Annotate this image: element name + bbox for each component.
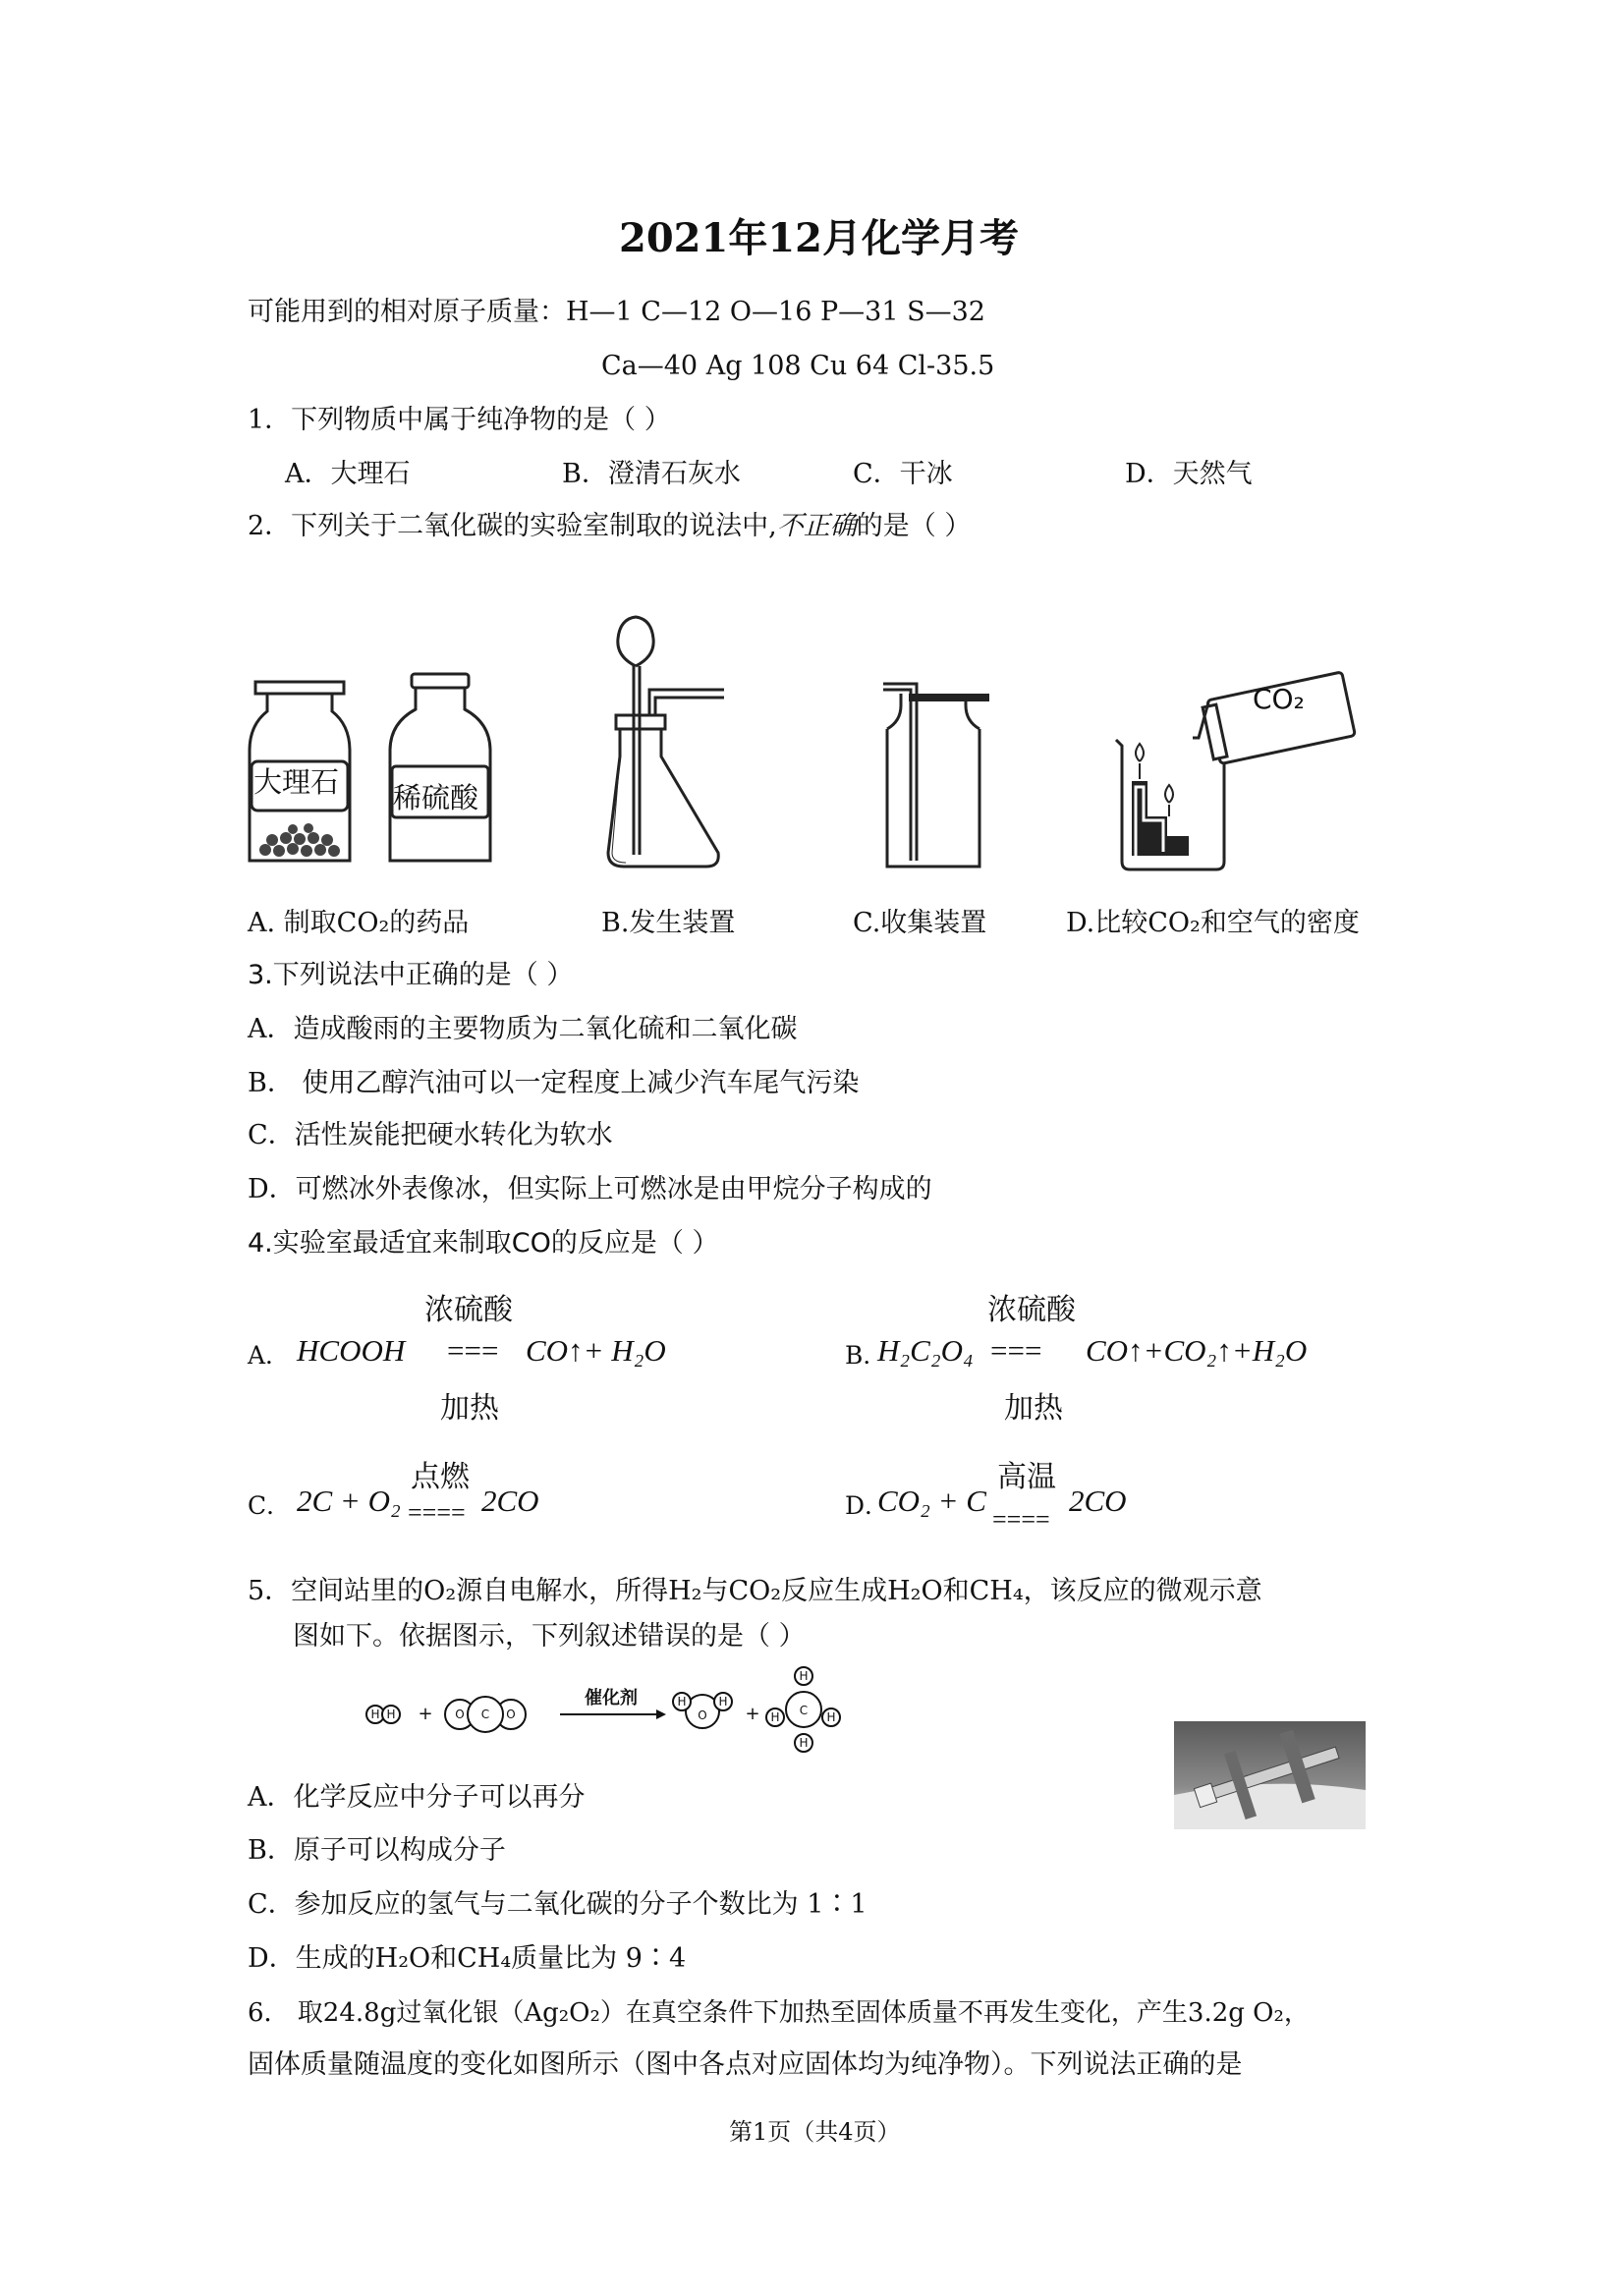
q4-d-sign: ==== — [992, 1505, 1050, 1534]
q4-a-sign: === — [447, 1333, 499, 1368]
q4-b-condition-top: 浓硫酸 — [987, 1293, 1076, 1327]
q4-d-condition-top: 高温 — [997, 1460, 1056, 1494]
plus-sign: + — [418, 1704, 433, 1724]
q2-stem — [248, 509, 971, 544]
catalyst-label: 催化剂 — [585, 1688, 638, 1708]
q4-b-label: B． — [845, 1341, 888, 1370]
q2-stem-post: 的是（ ） — [856, 511, 972, 541]
o-atom: O — [506, 1708, 516, 1721]
q2-option-c: C.收集装置 — [853, 908, 987, 938]
page-footer: 第1页（共4页） — [729, 2118, 901, 2146]
q4-a-label: A． — [248, 1341, 291, 1370]
atomic-masses-line2: Ca—40 Ag 108 Cu 64 Cl-35.5 — [601, 351, 995, 381]
q5-option-c: C．参加反应的氢气与二氧化碳的分子个数比为 1∶1 — [248, 1889, 867, 1920]
q2-option-b: B.发生装置 — [601, 908, 736, 938]
atomic-masses-line1: 可能用到的相对原子质量：H—1 C—12 O—16 P—31 S—32 — [248, 297, 985, 327]
q5-option-d: D．生成的H₂O和CH₄质量比为 9∶4 — [248, 1943, 687, 1974]
space-station-photo — [1174, 1721, 1366, 1829]
q4-a-condition-bottom: 加热 — [440, 1391, 499, 1426]
marble-label: 大理石 — [253, 765, 340, 799]
q4-b-condition-bottom: 加热 — [1004, 1391, 1063, 1426]
q4-c-left: 2C + O₂ — [297, 1484, 401, 1518]
o-atom: O — [698, 1708, 707, 1722]
q4-a-left: HCOOH — [297, 1333, 406, 1368]
q4-b-left: H₂C₂O₄ — [877, 1333, 974, 1368]
q4-a-right: CO↑+ H₂O — [526, 1333, 666, 1368]
q2-stem-pre: 2．下列关于二氧化碳的实验室制取的说法中, — [248, 511, 777, 541]
density-comparison-apparatus — [1110, 644, 1356, 879]
q4-a-condition-top: 浓硫酸 — [424, 1293, 513, 1327]
acid-label: 稀硫酸 — [393, 781, 479, 814]
q4-c-sign: ==== — [408, 1498, 466, 1527]
c-atom: C — [799, 1704, 809, 1717]
h-atom: H — [799, 1669, 809, 1683]
q2-stem-emphasis: 不正确 — [776, 511, 857, 541]
q6-line2: 固体质量随温度的变化如图所示（图中各点对应固体均为纯净物）。下列说法正确的是 — [248, 2049, 1243, 2080]
q1-option-a: A．大理石 — [285, 459, 411, 489]
h-atom: H — [386, 1708, 396, 1721]
q4-b-sign: === — [990, 1333, 1042, 1368]
co2-bottle-label: CO₂ — [1253, 683, 1305, 715]
q1-option-d: D．天然气 — [1125, 459, 1253, 489]
q4-stem: 4.实验室最适宜来制取CO的反应是（ ） — [248, 1228, 719, 1259]
generating-apparatus — [604, 609, 742, 874]
h-atom: H — [770, 1710, 780, 1724]
q3-option-d: D．可燃冰外表像冰，但实际上可燃冰是由甲烷分子构成的 — [248, 1174, 932, 1204]
h-atom: H — [677, 1695, 687, 1708]
q3-option-b: B． 使用乙醇汽油可以一定程度上减少汽车尾气污染 — [248, 1068, 860, 1098]
q6-line1: 6． 取24.8g过氧化银（Ag₂O₂）在真空条件下加热至固体质量不再发生变化，产生3.2g O₂， — [248, 1998, 1310, 2028]
q1-stem: 1．下列物质中属于纯净物的是（ ） — [248, 405, 671, 435]
q4-d-label: D． — [845, 1491, 890, 1520]
q5-option-b: B．原子可以构成分子 — [248, 1835, 506, 1866]
o-atom: O — [455, 1708, 465, 1721]
q3-stem: 3.下列说法中正确的是（ ） — [248, 960, 574, 990]
collecting-apparatus — [879, 678, 997, 874]
q4-c-right: 2CO — [481, 1484, 539, 1518]
q3-option-a: A．造成酸雨的主要物质为二氧化硫和二氧化碳 — [248, 1014, 798, 1044]
h-atom: H — [799, 1736, 809, 1750]
q3-option-c: C．活性炭能把硬水转化为软水 — [248, 1120, 613, 1150]
q4-c-label: C． — [248, 1491, 292, 1520]
q1-option-b: B．澄清石灰水 — [562, 459, 741, 489]
q4-b-right: CO↑+CO₂↑+H₂O — [1086, 1333, 1308, 1368]
q4-d-left: CO₂ + C — [877, 1484, 986, 1518]
q2-option-a: A. 制取CO₂的药品 — [248, 908, 470, 938]
plus-sign: + — [745, 1704, 760, 1724]
h-atom: H — [826, 1710, 836, 1724]
q4-c-condition-top: 点燃 — [411, 1460, 470, 1494]
h-atom: H — [718, 1695, 728, 1708]
q1-option-c: C．干冰 — [853, 459, 953, 489]
q5-option-a: A．化学反应中分子可以再分 — [248, 1782, 586, 1813]
q2-option-d: D.比较CO₂和空气的密度 — [1066, 908, 1360, 938]
acid-bottle — [386, 668, 494, 865]
page-title: 2021年12月化学月考 — [619, 215, 1019, 261]
q5-stem-line2: 图如下。依据图示，下列叙述错误的是（ ） — [293, 1621, 806, 1652]
c-atom: C — [480, 1708, 490, 1721]
q4-d-right: 2CO — [1069, 1484, 1127, 1518]
h-atom: H — [370, 1708, 380, 1721]
q5-stem-line1: 5．空间站里的O₂源自电解水，所得H₂与CO₂反应生成H₂O和CH₄，该反应的微观示意 — [248, 1576, 1262, 1606]
reaction-micro-diagram — [364, 1660, 855, 1750]
